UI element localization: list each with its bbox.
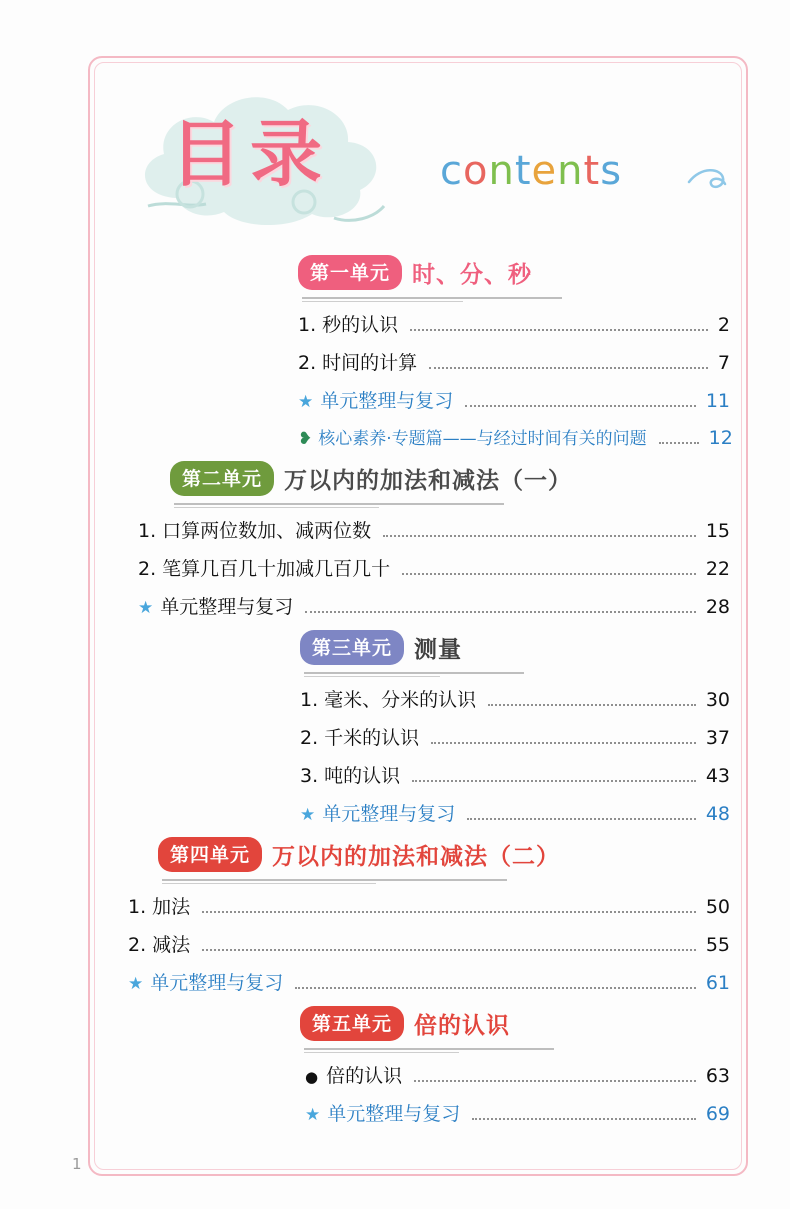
leader-dots — [465, 405, 696, 407]
unit-items — [298, 310, 733, 450]
entry-page-number: 11 — [705, 390, 730, 412]
leader-dots — [202, 949, 696, 951]
unit-badge: 第一单元 — [298, 255, 402, 290]
unit-section — [110, 1006, 730, 1126]
star-icon: ★ — [128, 974, 144, 994]
units-list — [110, 255, 733, 1126]
entry-number: 1. — [128, 896, 147, 918]
star-icon: ★ — [138, 598, 154, 618]
unit-items — [300, 685, 730, 826]
entry-label: 单元整理与复习 — [320, 390, 454, 412]
toc-entry[interactable] — [128, 968, 730, 995]
unit-underline — [174, 503, 504, 505]
unit-badge: 第五单元 — [300, 1006, 404, 1041]
unit-underline — [162, 879, 507, 881]
entry-page-number: 22 — [705, 558, 730, 580]
unit-header — [170, 461, 730, 496]
leader-dots — [412, 780, 696, 782]
leader-dots — [295, 987, 696, 989]
leader-dots — [488, 704, 696, 706]
entry-number: 1. — [138, 520, 157, 542]
entry-label: 加法 — [152, 896, 191, 918]
title-en-letter: t — [514, 148, 532, 194]
entry-page-number: 2 — [717, 314, 730, 336]
entry-label: 笔算几百几十加减几百几十 — [162, 558, 391, 580]
leader-dots — [383, 535, 696, 537]
unit-items — [138, 516, 730, 619]
title-en-letter: t — [583, 148, 601, 194]
entry-number: 1. — [300, 689, 319, 711]
title-en-letter: o — [463, 148, 489, 194]
entry-label: 单元整理与复习 — [150, 972, 284, 994]
unit-underline — [304, 1048, 554, 1050]
unit-title: 时、分、秒 — [412, 262, 533, 288]
entry-number: 1. — [298, 314, 317, 336]
star-icon: ★ — [305, 1105, 321, 1125]
entry-page-number: 30 — [705, 689, 730, 711]
star-icon: ★ — [298, 392, 314, 412]
unit-section — [110, 255, 733, 450]
unit-header — [300, 630, 730, 665]
entry-label: 减法 — [152, 934, 191, 956]
toc-entry[interactable] — [305, 1061, 730, 1088]
entry-label: 倍的认识 — [326, 1065, 403, 1087]
leader-dots — [410, 329, 708, 331]
toc-entry[interactable] — [298, 348, 730, 375]
title-en-letter: e — [531, 148, 558, 194]
entry-page-number: 15 — [705, 520, 730, 542]
entry-number: 2. — [128, 934, 147, 956]
toc-entry[interactable] — [300, 723, 730, 750]
unit-header — [158, 837, 730, 872]
entry-label: 吨的认识 — [324, 765, 401, 787]
entry-number: 2. — [138, 558, 157, 580]
unit-header — [298, 255, 730, 290]
unit-title: 倍的认识 — [414, 1013, 511, 1039]
toc-entry[interactable] — [300, 685, 730, 712]
entry-page-number: 63 — [705, 1065, 730, 1087]
entry-label: 单元整理与复习 — [327, 1103, 461, 1125]
entry-label: 单元整理与复习 — [322, 803, 456, 825]
entry-page-number: 28 — [705, 596, 730, 618]
unit-badge: 第二单元 — [170, 461, 274, 496]
unit-items — [128, 892, 730, 995]
page-title-en — [440, 148, 622, 194]
leader-dots — [202, 911, 696, 913]
toc-entry[interactable] — [298, 310, 730, 337]
leader-dots — [402, 573, 696, 575]
entry-page-number: 50 — [705, 896, 730, 918]
entry-label: 千米的认识 — [324, 727, 420, 749]
entry-page-number: 7 — [717, 352, 730, 374]
leader-dots — [467, 818, 696, 820]
toc-entry[interactable] — [300, 799, 730, 826]
unit-badge: 第三单元 — [300, 630, 404, 665]
unit-header — [300, 1006, 730, 1041]
unit-underline — [304, 672, 524, 674]
unit-section — [110, 630, 730, 826]
page-content — [110, 70, 733, 1160]
entry-page-number: 48 — [705, 803, 730, 825]
title-en-letter: c — [440, 148, 463, 194]
star-icon: ★ — [300, 805, 316, 825]
entry-number: 2. — [300, 727, 319, 749]
title-en-letter: n — [557, 148, 584, 194]
entry-page-number: 55 — [705, 934, 730, 956]
unit-section — [110, 837, 730, 995]
title-en-letter: n — [488, 148, 515, 194]
title-en-letter: s — [600, 148, 623, 194]
page-footer-number: 1 — [72, 1155, 82, 1173]
entry-label: 秒的认识 — [322, 314, 399, 336]
unit-items — [305, 1061, 730, 1126]
entry-page-number: 37 — [705, 727, 730, 749]
droplet-icon: ❥ — [298, 429, 313, 449]
unit-underline — [302, 297, 562, 299]
leader-dots — [305, 611, 696, 613]
entry-number: 2. — [298, 352, 317, 374]
entry-label: 时间的计算 — [322, 352, 418, 374]
entry-number: 3. — [300, 765, 319, 787]
unit-title: 测量 — [414, 637, 463, 663]
unit-title: 万以内的加法和减法（一） — [284, 468, 573, 494]
bullet-icon: ● — [305, 1068, 319, 1086]
leader-dots — [659, 442, 699, 444]
leader-dots — [472, 1118, 696, 1120]
entry-label: 单元整理与复习 — [160, 596, 294, 618]
toc-entry[interactable] — [305, 1099, 730, 1126]
page-header — [110, 70, 730, 255]
entry-page-number: 12 — [708, 427, 733, 449]
toc-entry[interactable] — [138, 516, 730, 543]
entry-label: 口算两位数加、减两位数 — [162, 520, 372, 542]
page-title: 目录 — [170, 112, 331, 196]
leader-dots — [429, 367, 708, 369]
toc-entry[interactable] — [300, 761, 730, 788]
swirl-icon — [687, 162, 731, 203]
toc-entry[interactable] — [128, 892, 730, 919]
entry-label: 毫米、分米的认识 — [324, 689, 477, 711]
unit-section — [110, 461, 730, 619]
entry-label: 核心素养·专题篇——与经过时间有关的问题 — [318, 429, 647, 449]
toc-entry[interactable] — [138, 554, 730, 581]
leader-dots — [431, 742, 696, 744]
entry-page-number: 61 — [705, 972, 730, 994]
entry-page-number: 43 — [705, 765, 730, 787]
toc-entry[interactable] — [128, 930, 730, 957]
entry-page-number: 69 — [705, 1103, 730, 1125]
toc-entry[interactable] — [298, 386, 730, 413]
toc-entry[interactable] — [298, 424, 733, 450]
unit-title: 万以内的加法和减法（二） — [272, 844, 561, 870]
toc-entry[interactable] — [138, 592, 730, 619]
unit-badge: 第四单元 — [158, 837, 262, 872]
leader-dots — [414, 1080, 696, 1082]
